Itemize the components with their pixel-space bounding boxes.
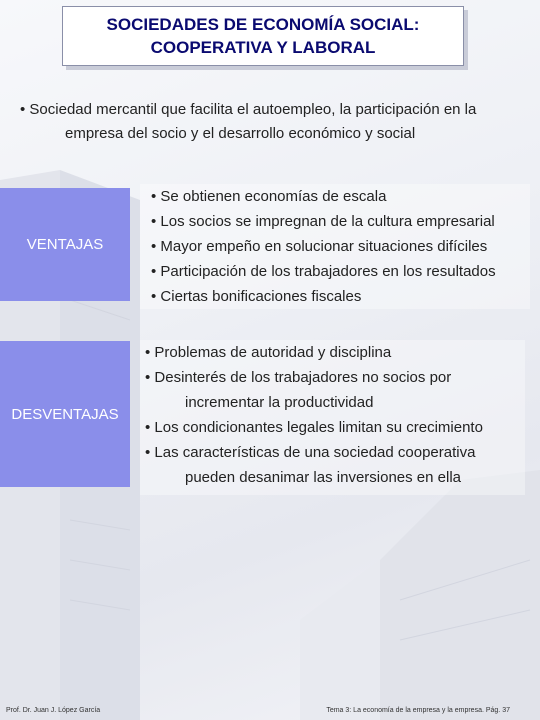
intro-paragraph xyxy=(20,98,520,146)
ventajas-label-box xyxy=(0,188,130,301)
ventajas-item: • Se obtienen economías de escala xyxy=(151,188,387,205)
ventajas-item: • Ciertas bonificaciones fiscales xyxy=(151,288,362,305)
ventajas-label: VENTAJAS xyxy=(26,236,104,253)
desventajas-item-continuation: pueden desanimar las inversiones en ella xyxy=(185,469,462,486)
desventajas-item-text: • Problemas de autoridad y disciplina xyxy=(145,344,392,361)
ventajas-item: • Participación de los trabajadores en los resultados xyxy=(151,263,496,280)
desventajas-item xyxy=(140,440,525,490)
desventajas-label-box xyxy=(0,341,130,487)
intro-line-1: • Sociedad mercantil que facilita el autoempleo, la participación en la xyxy=(20,101,477,118)
ventajas-item: • Mayor empeño en solucionar situaciones difíciles xyxy=(151,238,488,255)
footer-author: Prof. Dr. Juan J. López García xyxy=(6,707,101,714)
desventajas-item xyxy=(140,340,525,365)
desventajas-list xyxy=(140,340,525,495)
ventajas-item: • Los socios se impregnan de la cultura empresarial xyxy=(151,213,495,230)
desventajas-label: DESVENTAJAS xyxy=(11,405,119,423)
title-line-1: SOCIEDADES DE ECONOMÍA SOCIAL: xyxy=(106,15,420,34)
desventajas-item-continuation: incrementar la productividad xyxy=(185,394,374,411)
title-box xyxy=(62,6,464,66)
intro-line-2: empresa del socio y el desarrollo económico y social xyxy=(65,125,416,142)
ventajas-list xyxy=(140,184,530,309)
desventajas-item-text: • Los condicionantes legales limitan su crecimiento xyxy=(145,419,483,436)
desventajas-item xyxy=(140,365,525,415)
desventajas-item-text: • Desinterés de los trabajadores no socios por xyxy=(145,369,452,386)
footer-page-info: Tema 3: La economía de la empresa y la empresa. Pág. 37 xyxy=(326,707,510,714)
title-line-2: COOPERATIVA Y LABORAL xyxy=(150,38,376,57)
desventajas-item-text: • Las características de una sociedad cooperativa xyxy=(145,444,476,461)
desventajas-item xyxy=(140,415,525,440)
